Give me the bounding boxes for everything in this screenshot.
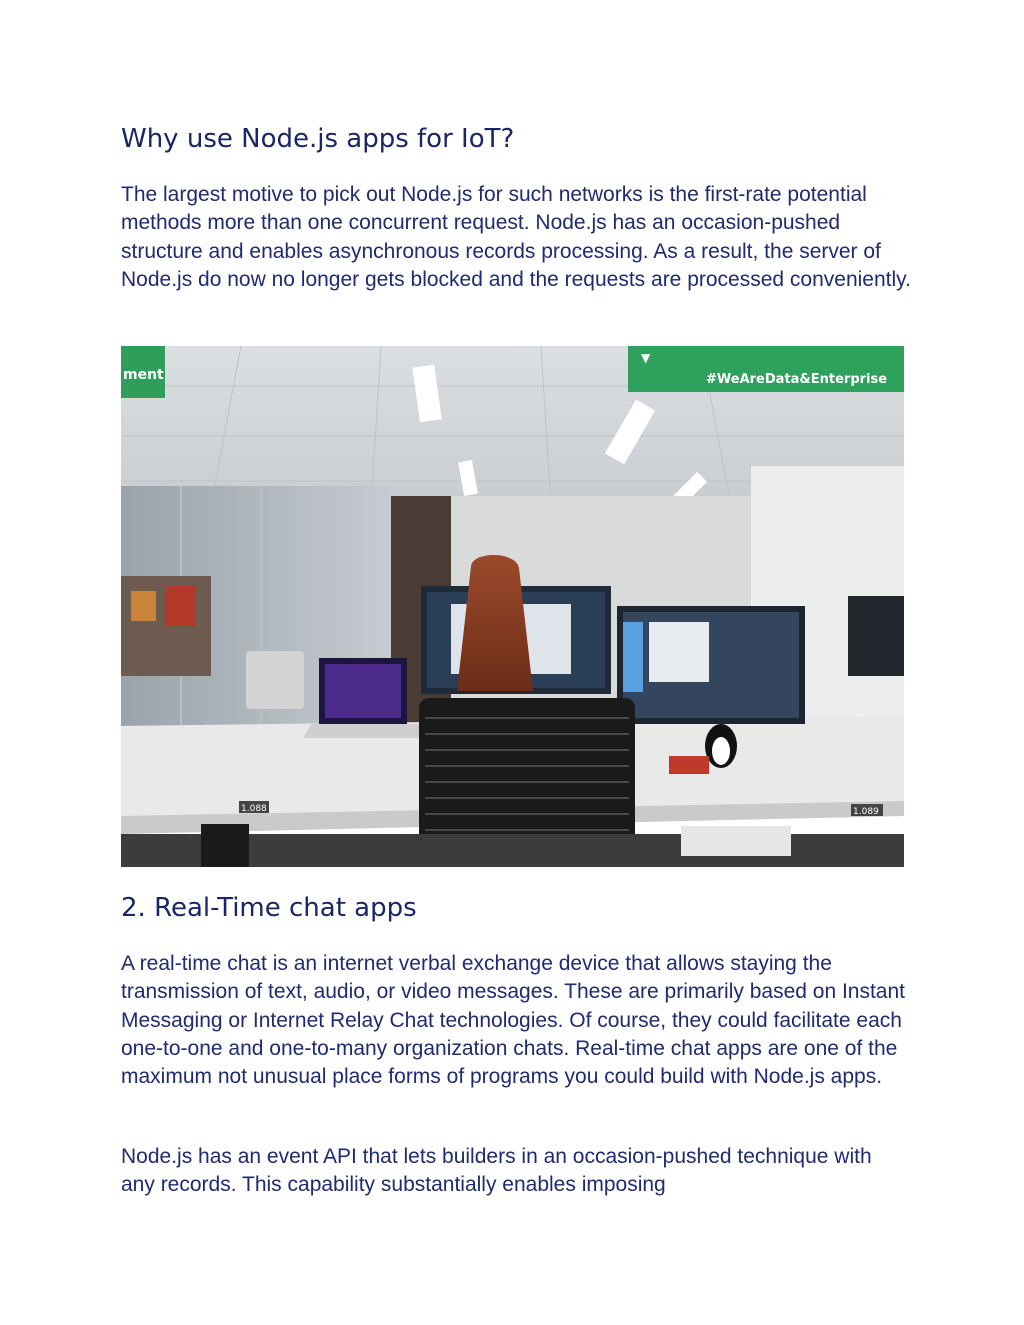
paragraph-iot: The largest motive to pick out Node.js for such networks is the first-rate potential methods more than one concurrent request. Node.js has an occasion-pushed structure and enables asynchronous records processing. As a result, the server of Node.js do now no longer gets blocked and the requests are processed conveniently. bbox=[121, 183, 911, 291]
banner-left-text: ment bbox=[123, 367, 164, 383]
desk-label-left: 1.088 bbox=[241, 804, 267, 814]
section-heading-iot: Why use Node.js apps for IoT? bbox=[121, 124, 515, 154]
section-heading-chat: 2. Real-Time chat apps bbox=[121, 893, 417, 923]
office-photo bbox=[121, 346, 904, 867]
banner-right-text: #WeAreData&Enterprise bbox=[706, 372, 888, 387]
twitter-icon: ▼ bbox=[641, 351, 651, 365]
desk-label-right: 1.089 bbox=[853, 807, 879, 817]
paragraph-chat-1: A real-time chat is an internet verbal exchange device that allows staying the transmission of text, audio, or video messages. These are primarily based on Instant Messaging or Internet Relay Chat technologies. Of course, they could facilitate each one-to-one and one-to-many organization chats. Real-time chat apps are one of the maximum not unusual place forms of programs you could build with Node.js apps. bbox=[121, 952, 906, 1089]
paragraph-chat-2: Node.js has an event API that lets builders in an occasion-pushed technique with any records. This capability substantially enables imposing bbox=[121, 1145, 872, 1197]
